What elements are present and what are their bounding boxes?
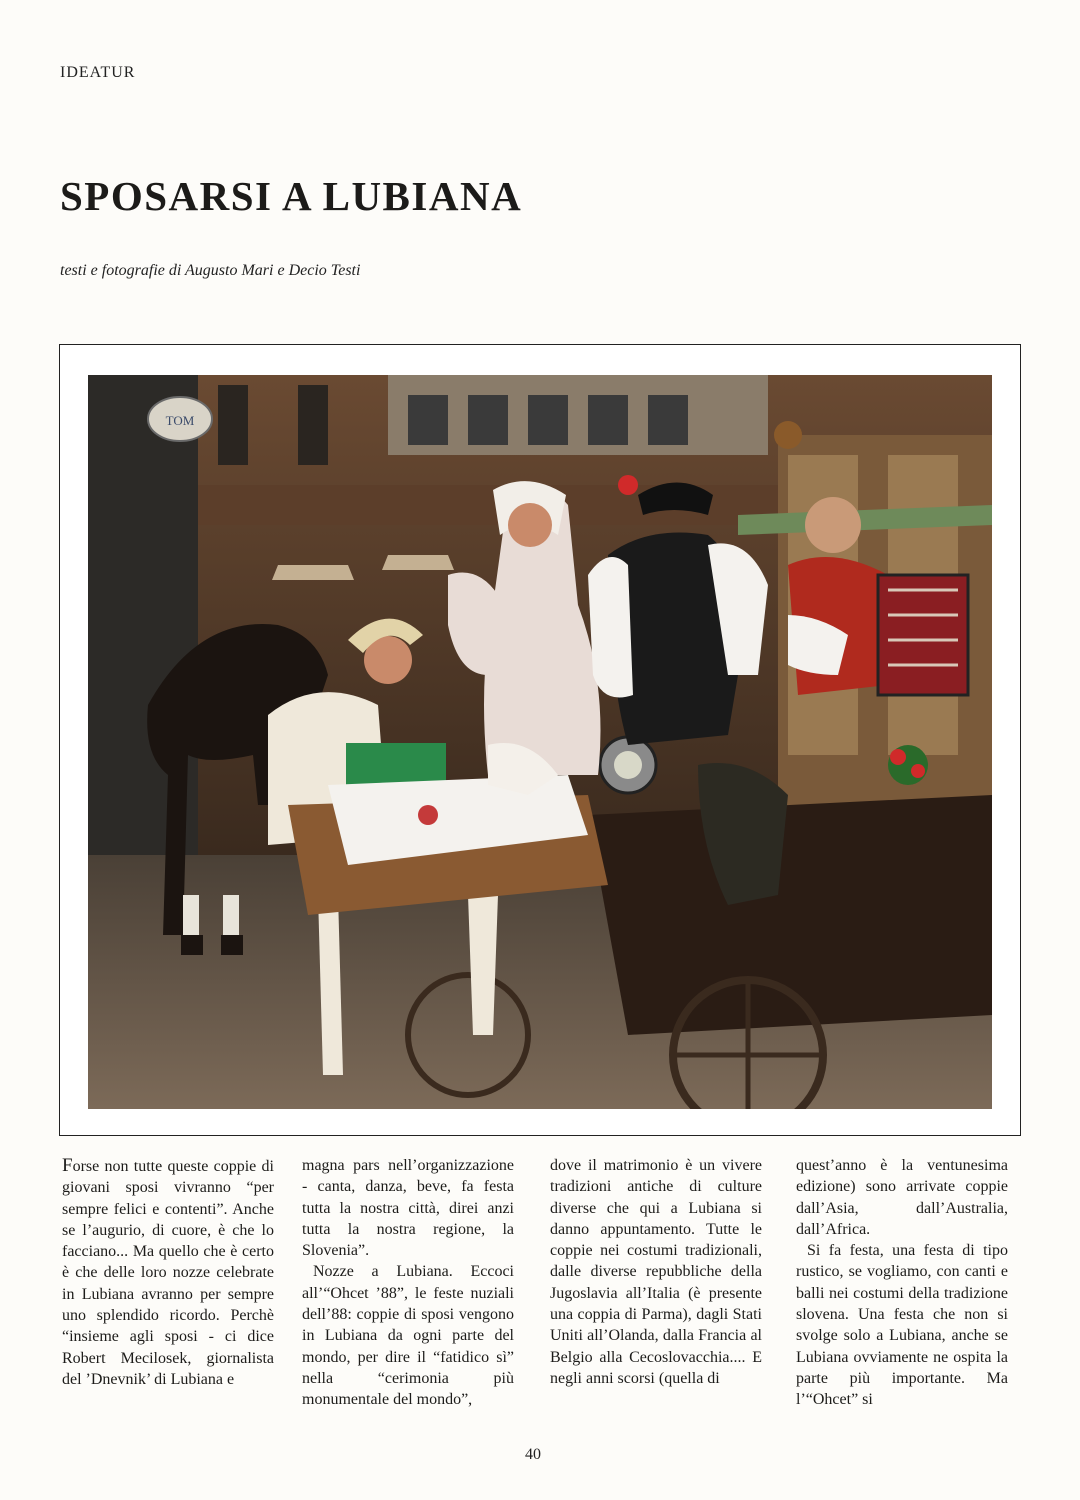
article-body: [62, 1155, 1072, 1415]
section-label: IDEATUR: [60, 64, 136, 81]
paragraph: magna pars nell’organizzazione - canta, danza, beve, fa festa tutta la nostra città, direi anzi tutta la nostra regione, la Slovenia”.: [302, 1157, 514, 1260]
paragraph: Nozze a Lubiana. Eccoci all’“Ohcet ’88”, le feste nuziali dell’88: coppie di sposi vengono in Lubiana da ogni parte del mondo, per dire il “fatidico sì” nella “cerimonia più monumentale del mondo”,: [302, 1263, 514, 1409]
wedding-photo: [88, 375, 992, 1109]
paragraph-text: orse non tutte queste coppie di giovani sposi vivranno “per sempre felici e contenti”. Anche se l’augurio, di cuore, è che lo facciano... Ma quello che è certo è che delle loro nozze celebrate in Lubiana avranno per sempre uno splendido ricordo. Perchè “insieme agli sposi - ci dice Robert Mecilosek, giornalista del ’Dnevnik’ di Lubiana e: [62, 1158, 274, 1388]
text-column-3: [550, 1155, 762, 1389]
text-column-2: [302, 1155, 514, 1411]
wedding-photo-illustration: [88, 375, 992, 1109]
drop-letter: F: [62, 1155, 73, 1176]
paragraph: dove il matrimonio è un vivere tradizioni antiche di culture diverse che qui a Lubiana si danno appuntamento. Tutte le coppie nei costumi tradizionali, dalle diverse repubbliche della Jugoslavia all’Italia (è presente una coppia di Parma), dagli Stati Uniti all’Olanda, dalla Francia al Belgio alla Cecoslovacchia.... E negli anni scorsi (quella di: [550, 1157, 762, 1387]
paragraph: Si fa festa, una festa di tipo rustico, se vogliamo, con canti e balli nei costumi della tradizione slovena. Una festa che non si svolge solo a Lubiana, anche se Lubiana ovviamente ne ospita la parte più importante. Ma l’“Ohcet” si: [796, 1242, 1008, 1409]
text-column-1: [62, 1155, 274, 1390]
shop-sign-text: TOM: [165, 413, 195, 428]
photo-frame: [59, 344, 1021, 1136]
byline: testi e fotografie di Augusto Mari e Decio Testi: [60, 262, 361, 279]
article-title: SPOSARSI A LUBIANA: [60, 173, 523, 219]
text-column-4: [796, 1155, 1008, 1411]
paragraph: [62, 1155, 274, 1390]
paragraph: quest’anno è la ventunesima edizione) sono arrivate coppie dall’Asia, dall’Australia, dall’Africa.: [796, 1157, 1008, 1238]
page-number: 40: [525, 1446, 541, 1463]
